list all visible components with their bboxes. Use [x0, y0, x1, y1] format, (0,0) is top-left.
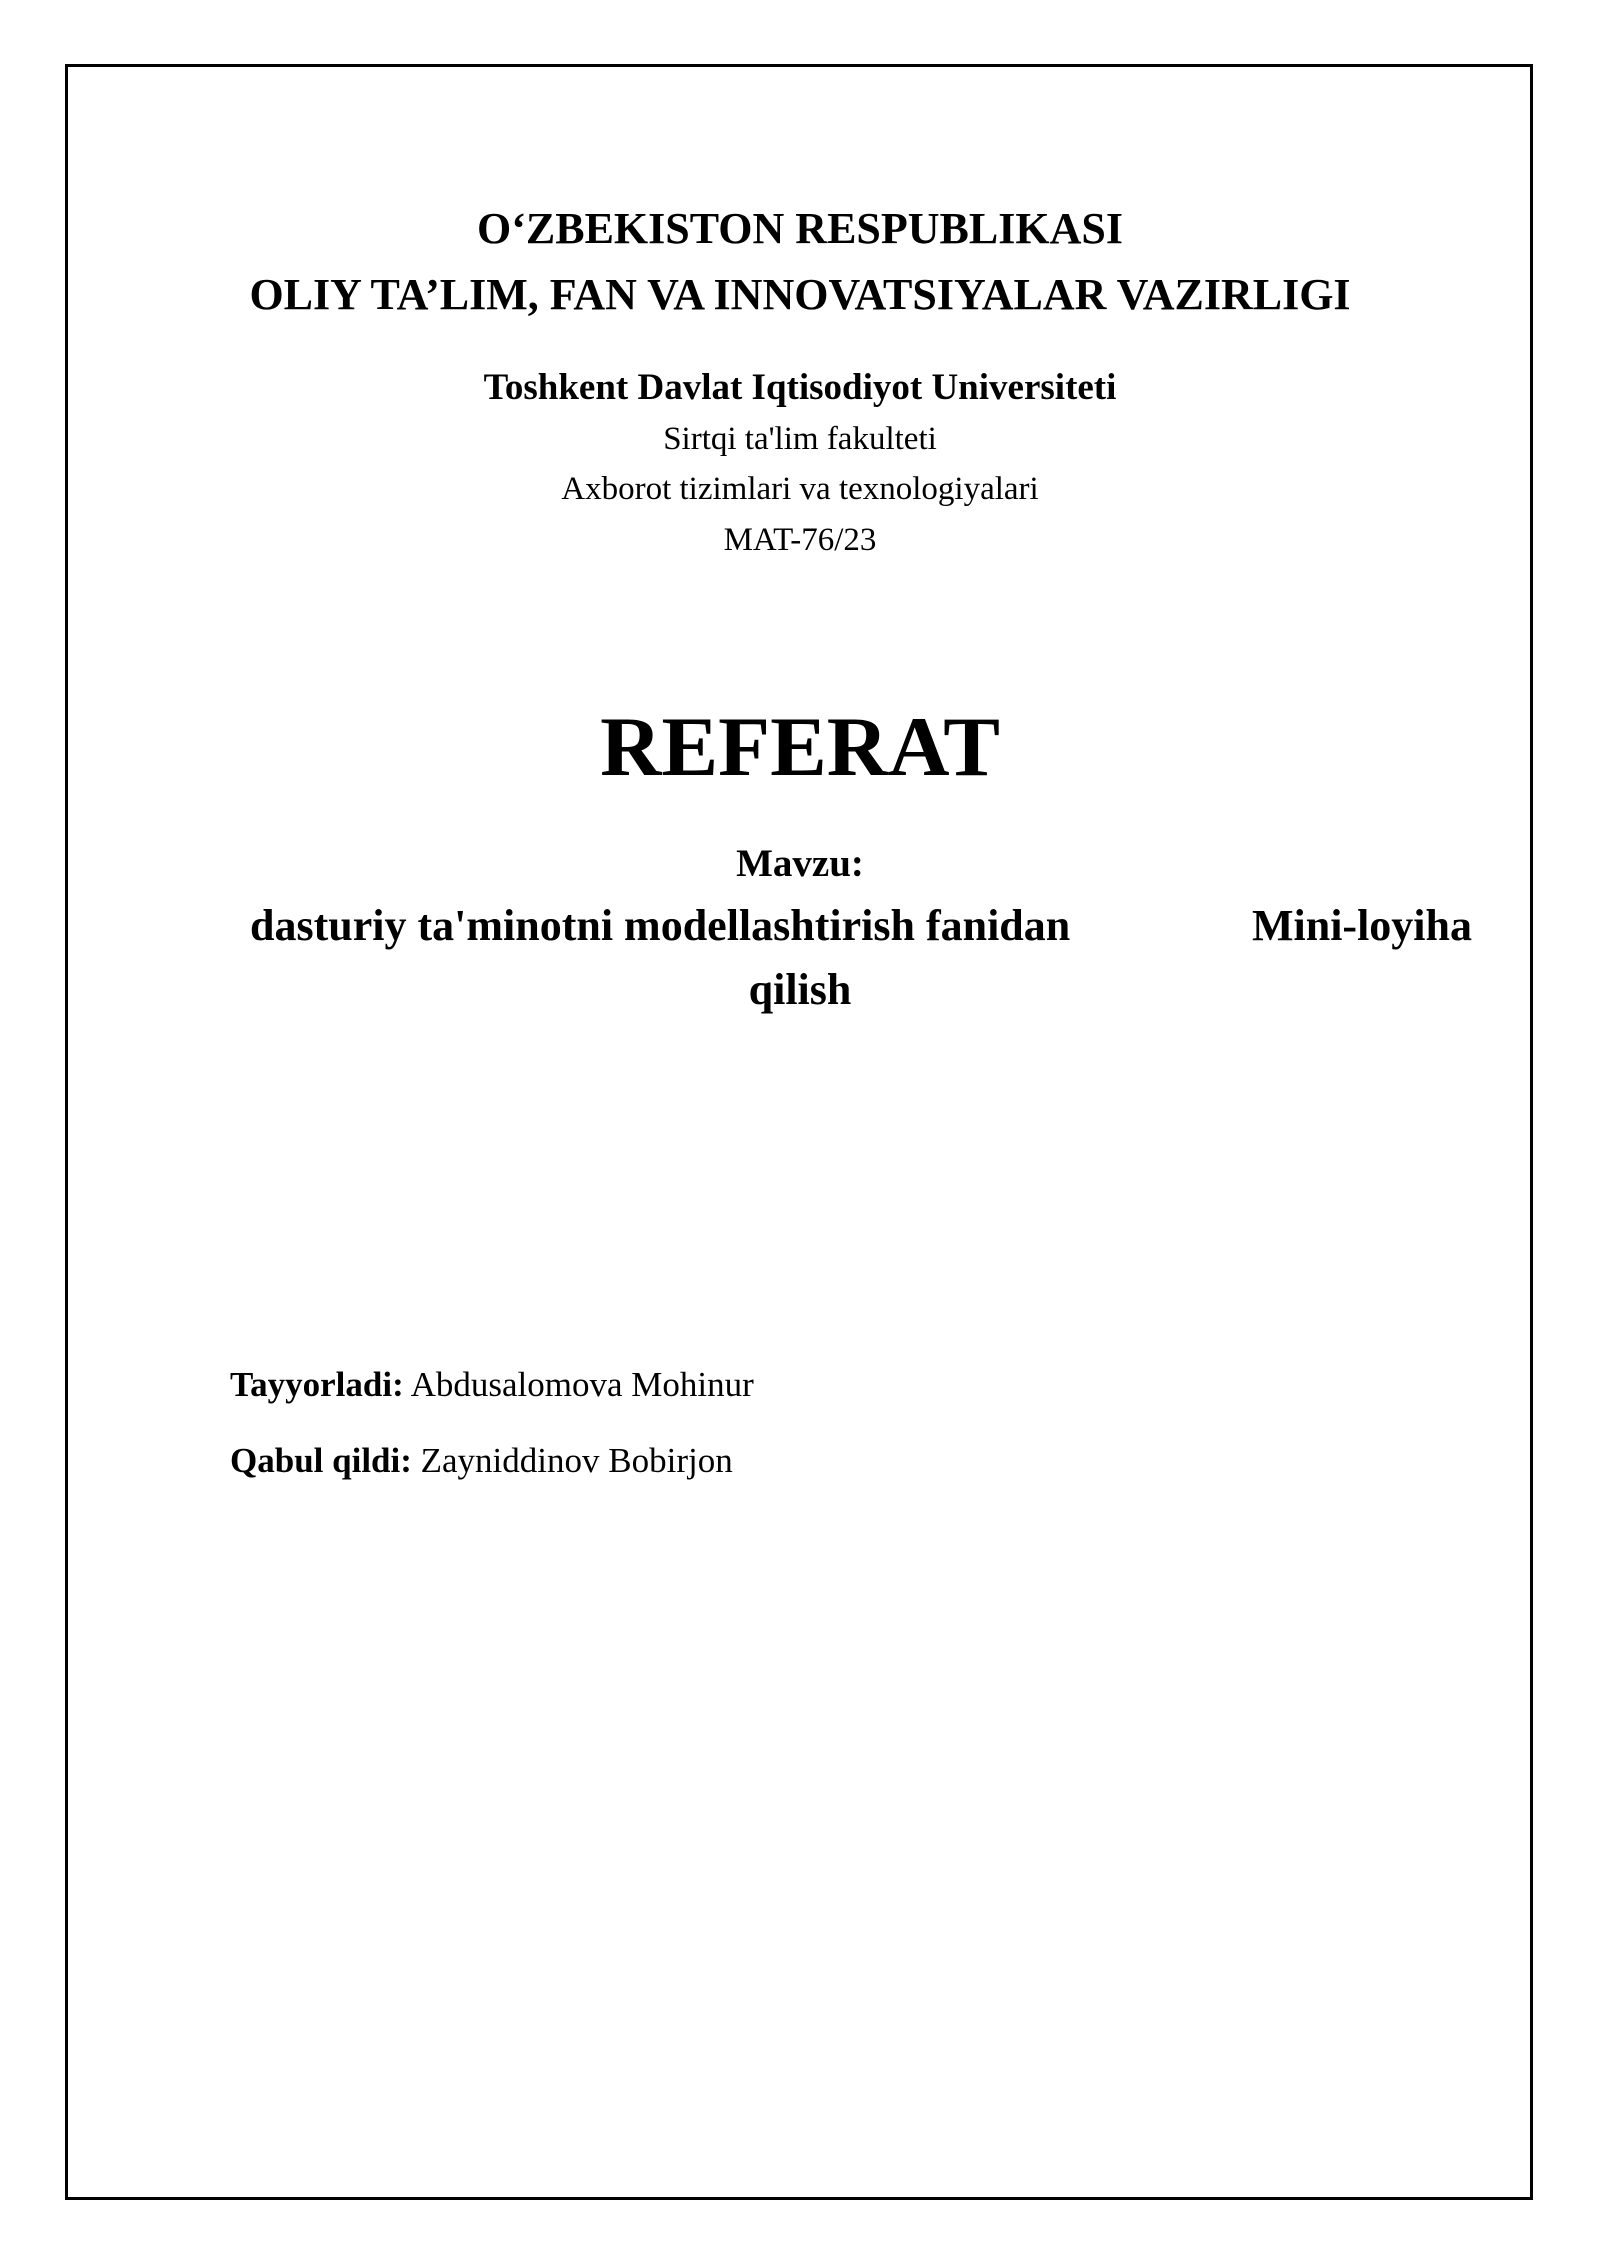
prepared-by-name: Abdusalomova Mohinur [410, 1365, 754, 1404]
ministry-header [0, 196, 1600, 328]
accepted-by [230, 1436, 733, 1486]
accepted-by-label: Qabul qildi: [230, 1441, 412, 1480]
topic-line-1-text: dasturiy ta'minotni modellashtirish fanidan [250, 901, 1071, 950]
group-code: MAT-76/23 [723, 522, 877, 558]
faculty-name: Sirtqi ta'lim fakulteti [663, 421, 937, 457]
prepared-by [230, 1360, 754, 1410]
ministry-line: OLIY TA’LIM, FAN VA INNOVATSIYALAR VAZIRLIGI [249, 270, 1351, 319]
topic-label: Mavzu: [736, 842, 864, 885]
prepared-by-label: Tayyorladi: [230, 1365, 404, 1404]
accepted-by-name: Zayniddinov Bobirjon [420, 1441, 733, 1480]
country-line: O‘ZBEKISTON RESPUBLIKASI [477, 204, 1123, 253]
department-name: Axborot tizimlari va texnologiyalari [561, 471, 1039, 507]
university-name: Toshkent Davlat Iqtisodiyot Universiteti [483, 367, 1117, 408]
topic-line-2: qilish [748, 965, 852, 1014]
document-type-title: REFERAT [600, 700, 1000, 794]
topic-line-1-end: Mini-loyiha [1251, 901, 1472, 950]
